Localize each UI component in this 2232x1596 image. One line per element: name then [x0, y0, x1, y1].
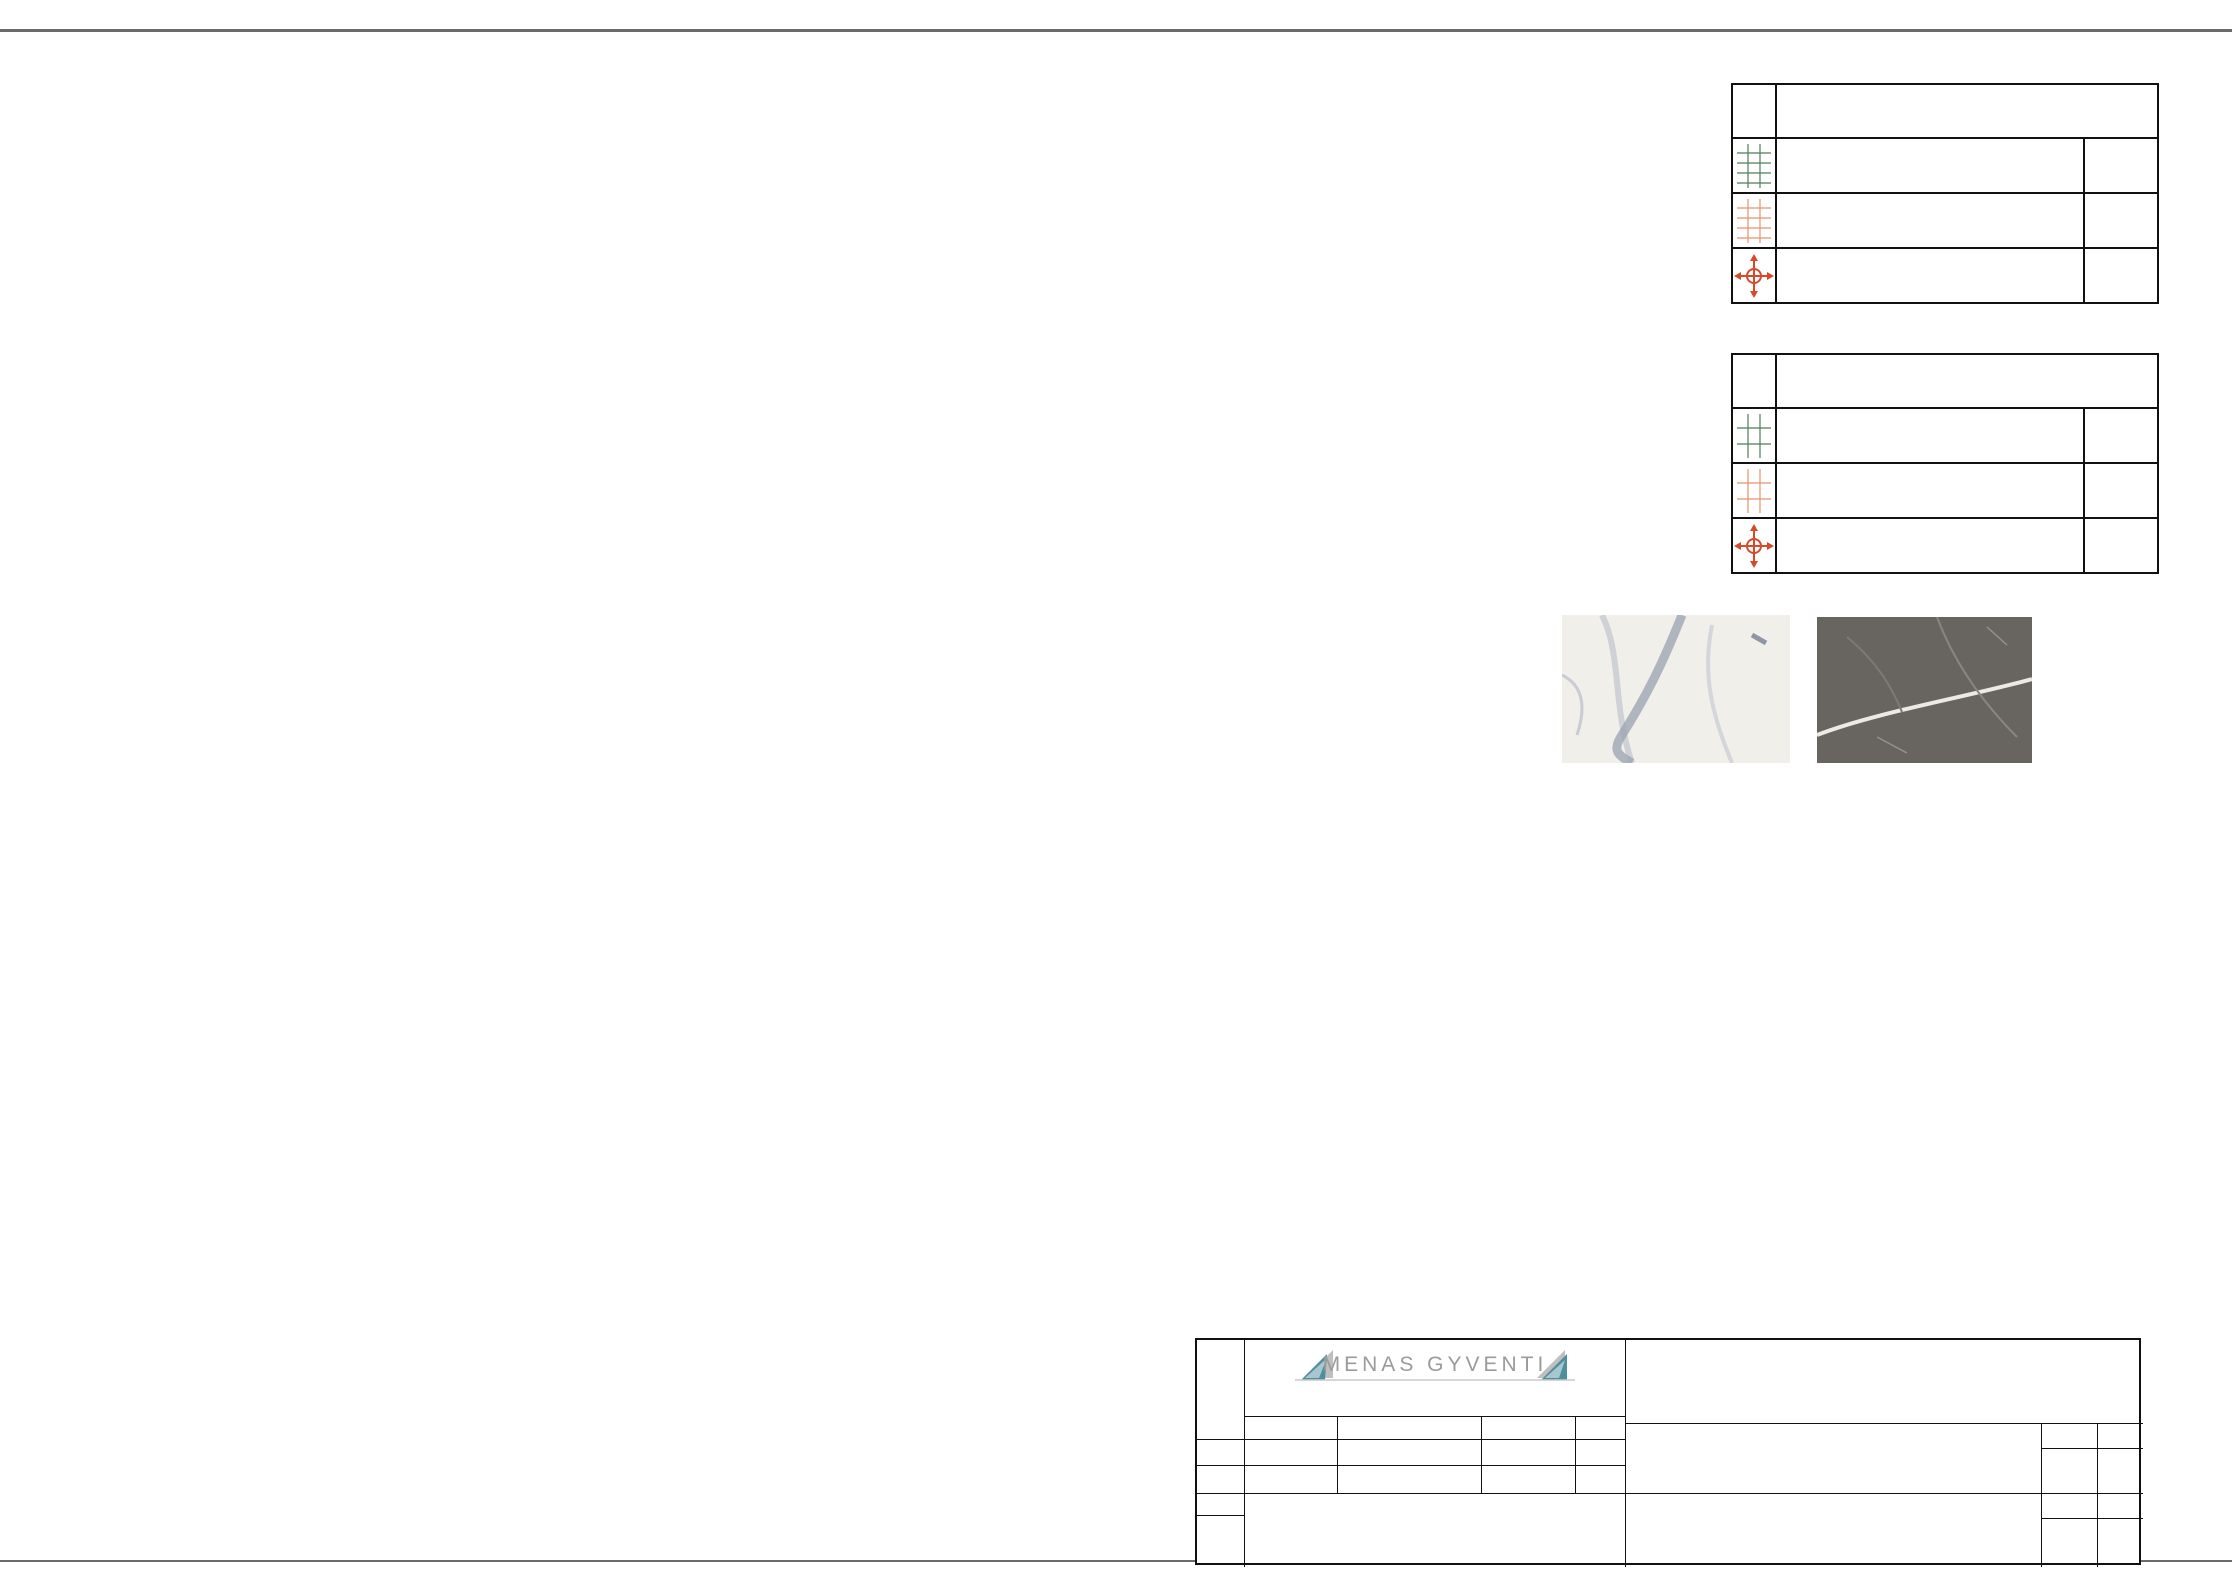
- company-logo: [1244, 1344, 1625, 1389]
- legend-row-label: [1777, 249, 2085, 302]
- legend-row-label: [1777, 464, 2085, 517]
- legend-row-label: [1777, 519, 2085, 572]
- titleblock-line: [1575, 1416, 1576, 1493]
- titleblock-line: [2097, 1423, 2098, 1567]
- legend-floor-title: [1777, 355, 2157, 407]
- amani-bronze-swatch: [1817, 617, 2032, 763]
- title-block: [1195, 1338, 2141, 1565]
- titleblock-line: [1625, 1423, 2143, 1424]
- legend-row-label: [1777, 194, 2085, 247]
- legend-row-qty: [2085, 409, 2157, 462]
- orange-tile-grid-icon: [1733, 464, 1777, 517]
- legend-corner-cell: [1733, 355, 1777, 407]
- legend-wall-coverings: [1731, 83, 2159, 304]
- titleblock-line: [2041, 1448, 2143, 1449]
- titleblock-line: [1197, 1515, 1244, 1516]
- legend-row-qty: [2085, 194, 2157, 247]
- legend-row-label: [1777, 409, 2085, 462]
- legend-row-qty: [2085, 464, 2157, 517]
- legend-corner-cell: [1733, 85, 1777, 137]
- green-tile-grid-icon: [1733, 139, 1777, 192]
- titleblock-line: [1197, 1493, 2143, 1494]
- legend-row-qty: [2085, 519, 2157, 572]
- titleblock-line: [1244, 1416, 1625, 1417]
- legend-floor-coverings: [1731, 353, 2159, 574]
- legend-row-label: [1777, 139, 2085, 192]
- titleblock-line: [2041, 1518, 2143, 1519]
- titleblock-line: [2041, 1423, 2042, 1567]
- orange-tile-grid-icon: [1733, 194, 1777, 247]
- titleblock-line: [1197, 1465, 1625, 1466]
- titleblock-line: [1625, 1340, 1626, 1567]
- svg-text:MENAS GYVENTI: MENAS GYVENTI: [1322, 1353, 1547, 1376]
- green-tile-grid-icon: [1733, 409, 1777, 462]
- legend-row-qty: [2085, 139, 2157, 192]
- titleblock-line: [1197, 1439, 1625, 1440]
- tile-direction-icon: [1733, 519, 1777, 572]
- stone-calacatta-swatch: [1562, 615, 1790, 763]
- titleblock-line: [1481, 1416, 1482, 1493]
- titleblock-line: [1337, 1416, 1338, 1493]
- legend-row-qty: [2085, 249, 2157, 302]
- legend-walls-title: [1777, 85, 2157, 137]
- tile-direction-icon: [1733, 249, 1777, 302]
